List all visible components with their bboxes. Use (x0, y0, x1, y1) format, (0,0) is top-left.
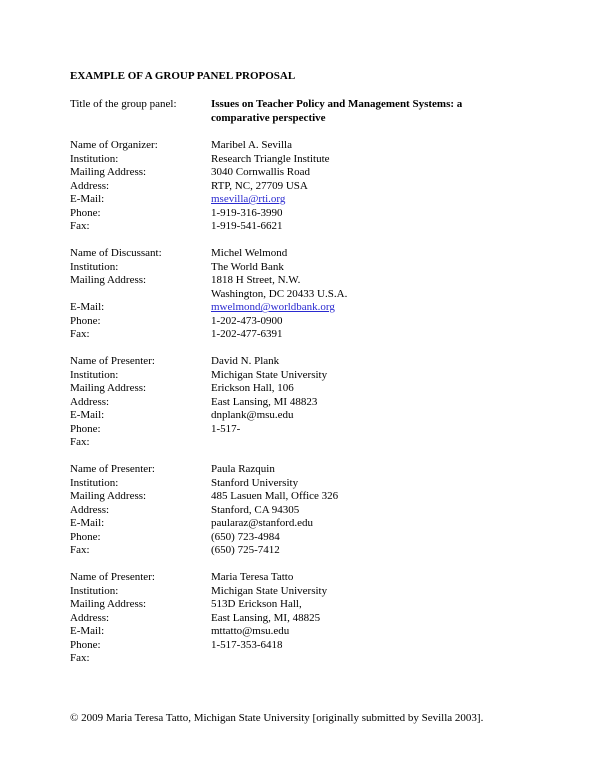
organizer-fax-label: Fax: (70, 220, 90, 232)
presenter-phone: (650) 723-4984 (211, 530, 280, 543)
organizer-phone-label: Phone: (70, 206, 101, 219)
presenter-fax-label: Fax: (70, 652, 90, 664)
presenter-fax-label: Fax: (70, 544, 90, 556)
presenter-name: Maria Teresa Tatto (211, 571, 294, 583)
presenter-mailing: 485 Lasuen Mall, Office 326 (211, 490, 339, 502)
organizer-email-link[interactable]: msevilla@rti.org (211, 193, 286, 205)
organizer-name: Maribel A. Sevilla (211, 139, 292, 151)
discussant-phone: 1-202-473-0900 (211, 314, 283, 327)
discussant-name-label: Name of Discussant: (70, 247, 162, 259)
presenter-phone-label: Phone: (70, 422, 101, 435)
organizer-name-label: Name of Organizer: (70, 139, 158, 151)
presenter-mailing: 513D Erickson Hall, (211, 598, 302, 610)
discussant-fax: 1-202-477-6391 (211, 328, 283, 340)
presenter-address: East Lansing, MI, 48825 (211, 611, 321, 624)
discussant-institution-label: Institution: (70, 260, 119, 273)
presenter-fax: (650) 725-7412 (211, 544, 280, 556)
organizer-phone: 1-919-316-3990 (211, 206, 283, 219)
presenter-address-label: Address: (70, 503, 110, 516)
discussant-email-label: E-Mail: (70, 301, 105, 313)
presenter-phone: 1-517-353-6418 (211, 638, 283, 651)
presenter-institution: Stanford University (211, 476, 299, 489)
discussant-email-link[interactable]: mwelmond@worldbank.org (211, 301, 335, 313)
presenter-institution: Michigan State University (211, 368, 328, 381)
discussant-phone-label: Phone: (70, 314, 101, 327)
discussant-name: Michel Welmond (211, 247, 288, 259)
presenter-phone-label: Phone: (70, 638, 101, 651)
presenter-phone-label: Phone: (70, 530, 101, 543)
presenter-email-label: E-Mail: (70, 517, 105, 529)
copyright-footer: © 2009 Maria Teresa Tatto, Michigan State University [originally submitted by Sevilla 2003]. (70, 712, 484, 724)
presenter-address: Stanford, CA 94305 (211, 503, 300, 516)
organizer-institution: Research Triangle Institute (211, 152, 330, 165)
organizer-fax: 1-919-541-6621 (211, 220, 283, 232)
organizer-institution-label: Institution: (70, 152, 119, 165)
organizer-mailing-label: Mailing Address: (70, 166, 147, 178)
discussant-institution: The World Bank (211, 260, 284, 273)
presenter-email-label: E-Mail: (70, 625, 105, 637)
presenter-name: Paula Razquin (211, 463, 275, 475)
presenter-institution: Michigan State University (211, 584, 328, 597)
presenter-address-label: Address: (70, 611, 110, 624)
presenter-mailing: Erickson Hall, 106 (211, 382, 294, 394)
presenter-email: dnplank@msu.edu (211, 409, 294, 421)
presenter-institution-label: Institution: (70, 584, 119, 597)
presenter-institution-label: Institution: (70, 368, 119, 381)
discussant-address: Washington, DC 20433 U.S.A. (211, 287, 348, 300)
presenter-fax-label: Fax: (70, 436, 90, 448)
presenter-email: paularaz@stanford.edu (211, 517, 314, 529)
presenter-address: East Lansing, MI 48823 (211, 395, 318, 408)
discussant-mailing: 1818 H Street, N.W. (211, 274, 301, 286)
presenter-phone: 1-517- (211, 422, 241, 435)
discussant-mailing-label: Mailing Address: (70, 274, 147, 286)
presenter-email: mttatto@msu.edu (211, 625, 290, 637)
presenter-mailing-label: Mailing Address: (70, 382, 147, 394)
presenter-mailing-label: Mailing Address: (70, 490, 147, 502)
presenter-mailing-label: Mailing Address: (70, 598, 147, 610)
presenter-name-label: Name of Presenter: (70, 463, 155, 475)
presenter-address-label: Address: (70, 395, 110, 408)
organizer-address: RTP, NC, 27709 USA (211, 179, 308, 192)
document-heading: EXAMPLE OF A GROUP PANEL PROPOSAL (70, 70, 296, 82)
organizer-email-label: E-Mail: (70, 193, 105, 205)
discussant-fax-label: Fax: (70, 328, 90, 340)
presenter-name-label: Name of Presenter: (70, 355, 155, 367)
presenter-name-label: Name of Presenter: (70, 571, 155, 583)
presenter-institution-label: Institution: (70, 476, 119, 489)
organizer-mailing: 3040 Cornwallis Road (211, 166, 310, 178)
presenter-email-label: E-Mail: (70, 409, 105, 421)
organizer-address-label: Address: (70, 179, 110, 192)
presenter-name: David N. Plank (211, 355, 280, 367)
panel-title-value: Issues on Teacher Policy and Management Systems: a comparative perspective (211, 98, 463, 124)
panel-title-label: Title of the group panel: (70, 98, 177, 110)
